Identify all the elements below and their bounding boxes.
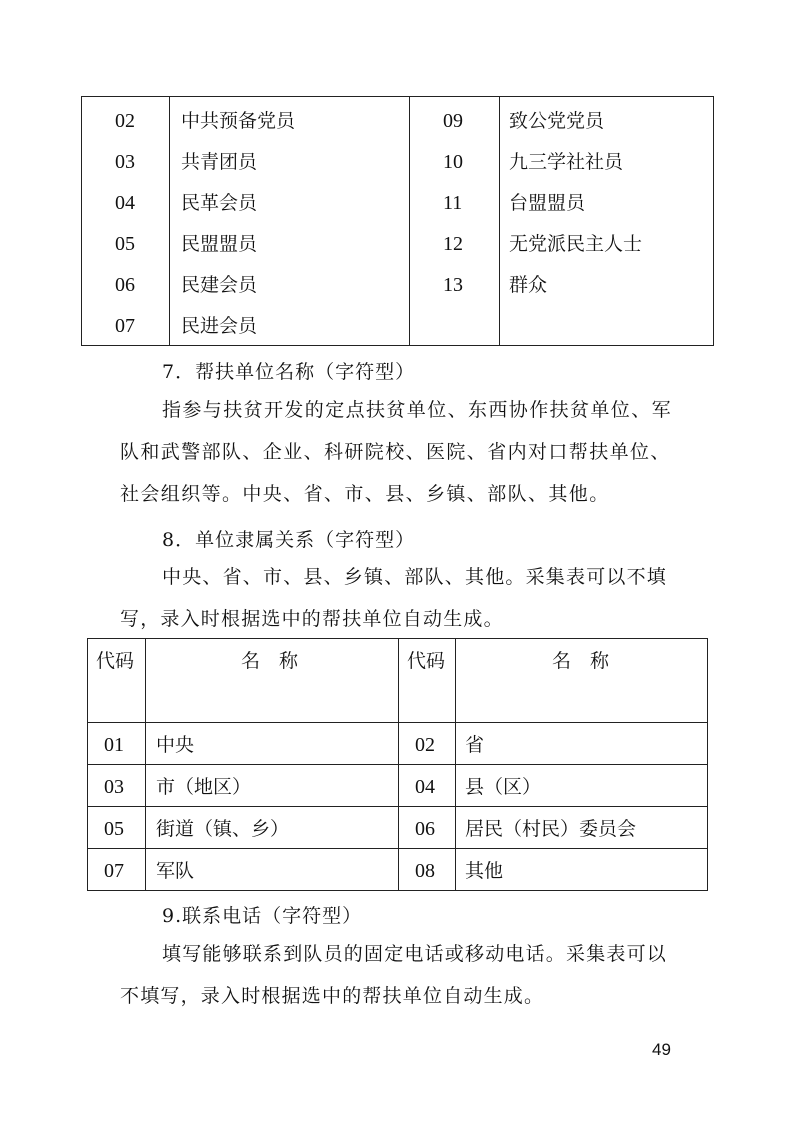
party-label: 九三学社社员: [509, 151, 624, 173]
section-8-body: 中央、省、市、县、乡镇、部队、其他。采集表可以不填写，录入时根据选中的帮扶单位自动生成。: [120, 566, 668, 630]
party-label: 中共预备党员: [181, 110, 296, 132]
table-divider: [409, 97, 410, 345]
unit-affiliation-table: [87, 638, 708, 891]
unit-code: 07: [104, 860, 124, 882]
table-divider: [499, 97, 500, 345]
party-code: 03: [115, 151, 135, 173]
section-9-heading: 9.联系电话（字符型）: [162, 905, 363, 927]
unit-code: 05: [104, 818, 124, 840]
column-header-name: 名 称: [241, 650, 299, 672]
table-divider: [88, 806, 707, 807]
party-label: 台盟盟员: [509, 192, 586, 214]
unit-label: 居民（村民）委员会: [465, 818, 637, 840]
unit-code: 03: [104, 776, 124, 798]
table-divider: [169, 97, 170, 345]
unit-code: 08: [415, 860, 435, 882]
unit-code: 06: [415, 818, 435, 840]
party-label: 无党派民主人士: [509, 233, 643, 255]
section-7-body: 指参与扶贫开发的定点扶贫单位、东西协作扶贫单位、军队和武警部队、企业、科研院校、医院、省内对口帮扶单位、社会组织等。中央、省、市、县、乡镇、部队、其他。: [120, 399, 673, 505]
party-code: 02: [115, 110, 135, 132]
unit-code: 04: [415, 776, 435, 798]
section-7-heading: 7．帮扶单位名称（字符型）: [162, 361, 416, 383]
table-divider: [88, 764, 707, 765]
party-label: 民进会员: [181, 315, 258, 337]
party-label: 致公党党员: [509, 110, 605, 132]
unit-code: 02: [415, 734, 435, 756]
party-code: 06: [115, 274, 135, 296]
column-header-code: 代码: [96, 650, 135, 672]
unit-label: 市（地区）: [156, 776, 252, 798]
party-code: 07: [115, 315, 135, 337]
unit-label: 中央: [156, 734, 195, 756]
column-header-code: 代码: [407, 650, 446, 672]
party-code: 04: [115, 192, 135, 214]
column-header-name: 名 称: [552, 650, 610, 672]
unit-label: 县（区）: [465, 776, 542, 798]
unit-label: 街道（镇、乡）: [156, 818, 290, 840]
unit-label: 军队: [156, 860, 195, 882]
party-code: 09: [443, 110, 463, 132]
party-label: 民革会员: [181, 192, 258, 214]
page-number: 49: [652, 1040, 671, 1059]
party-code: 12: [443, 233, 463, 255]
section-9-body: 填写能够联系到队员的固定电话或移动电话。采集表可以不填写，录入时根据选中的帮扶单位自动生成。: [120, 943, 668, 1007]
party-label: 群众: [509, 274, 548, 296]
party-code: 05: [115, 233, 135, 255]
party-label: 民建会员: [181, 274, 258, 296]
table-divider: [88, 722, 707, 723]
party-label: 共青团员: [181, 151, 258, 173]
party-code: 11: [443, 192, 463, 214]
section-8-heading: 8．单位隶属关系（字符型）: [162, 529, 416, 551]
table-divider: [88, 848, 707, 849]
party-code: 13: [443, 274, 463, 296]
party-affiliation-table: [81, 96, 714, 346]
unit-code: 01: [104, 734, 124, 756]
party-label: 民盟盟员: [181, 233, 258, 255]
unit-label: 省: [465, 734, 485, 756]
party-code: 10: [443, 151, 463, 173]
unit-label: 其他: [465, 860, 504, 882]
